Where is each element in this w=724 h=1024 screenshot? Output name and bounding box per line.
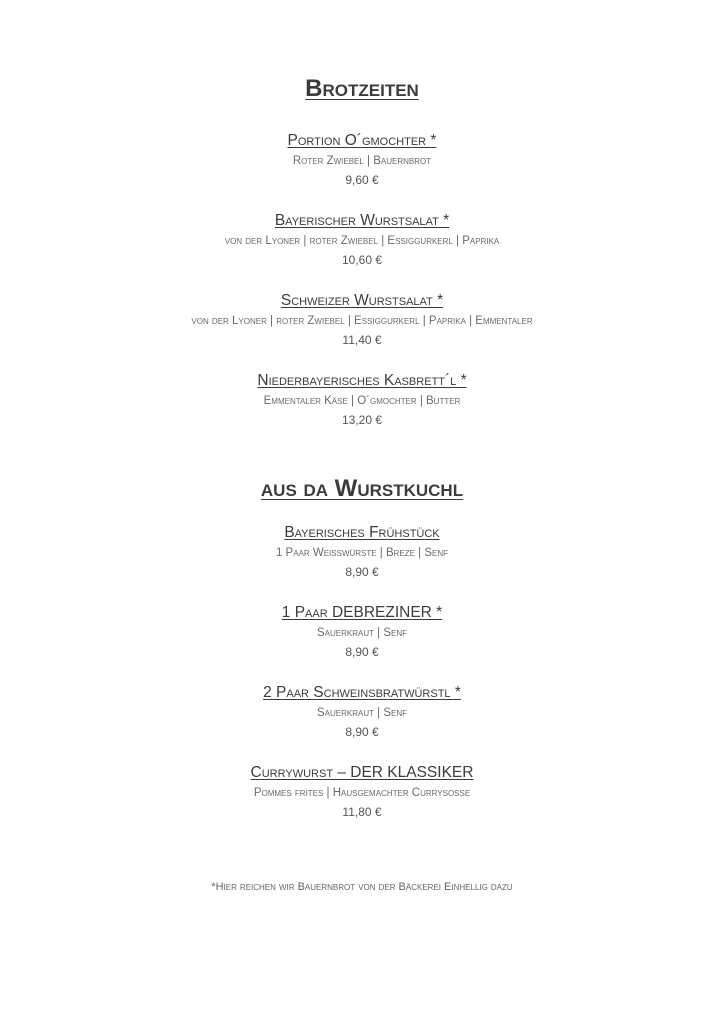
item-name: Currywurst – DER KLASSIKER bbox=[250, 764, 474, 781]
footnote: *Hier reichen wir Bauernbrot von der Bäckerei Einhellig dazu bbox=[211, 881, 513, 893]
item-price: 9,60 € bbox=[345, 173, 379, 187]
item-description: Emmentaler Käse | O´gmochter | Butter bbox=[263, 395, 461, 407]
item-price: 8,90 € bbox=[345, 725, 379, 739]
section-title-brotzeiten: Brotzeiten bbox=[305, 75, 419, 102]
menu-item bbox=[0, 291, 724, 349]
item-description: Sauerkraut | Senf bbox=[316, 707, 408, 719]
item-description: von der Lyoner | roter Zwiebel | Essiggurkerl | Paprika | Emmentaler bbox=[191, 315, 533, 327]
item-price: 8,90 € bbox=[345, 565, 379, 579]
menu-item bbox=[0, 523, 724, 581]
item-price: 8,90 € bbox=[345, 645, 379, 659]
item-name: Schweizer Wurstsalat * bbox=[280, 292, 444, 309]
item-name: 2 Paar Schweinsbratwürstl * bbox=[263, 684, 461, 701]
item-description: Sauerkraut | Senf bbox=[316, 627, 408, 639]
item-description: Pommes frites | Hausgemachter Currysoße bbox=[253, 787, 471, 799]
item-name: Niederbayerisches Kasbrett´l * bbox=[257, 372, 467, 389]
item-price: 10,60 € bbox=[341, 253, 383, 267]
menu-item bbox=[0, 371, 724, 429]
item-description: von der Lyoner | roter Zwiebel | Essiggurkerl | Paprika bbox=[224, 235, 500, 247]
menu-item bbox=[0, 683, 724, 741]
section-title-wurstkuchl: aus da Wurstkuchl bbox=[260, 475, 464, 502]
item-description: 1 Paar Weißwürste | Breze | Senf bbox=[275, 547, 449, 559]
menu-item bbox=[0, 603, 724, 661]
item-name: Portion O´gmochter * bbox=[287, 132, 437, 149]
item-price: 13,20 € bbox=[341, 413, 383, 427]
item-name: 1 Paar DEBREZINER * bbox=[281, 604, 443, 621]
item-name: Bayerisches Frühstück bbox=[284, 524, 440, 541]
menu-item bbox=[0, 211, 724, 269]
item-description: Roter Zwiebel | Bauernbrot bbox=[292, 155, 432, 167]
item-name: Bayerischer Wurstsalat * bbox=[274, 212, 450, 229]
item-price: 11,80 € bbox=[342, 805, 382, 819]
menu-item bbox=[0, 763, 724, 821]
menu-item bbox=[0, 131, 724, 189]
item-price: 11,40 € bbox=[342, 333, 382, 347]
